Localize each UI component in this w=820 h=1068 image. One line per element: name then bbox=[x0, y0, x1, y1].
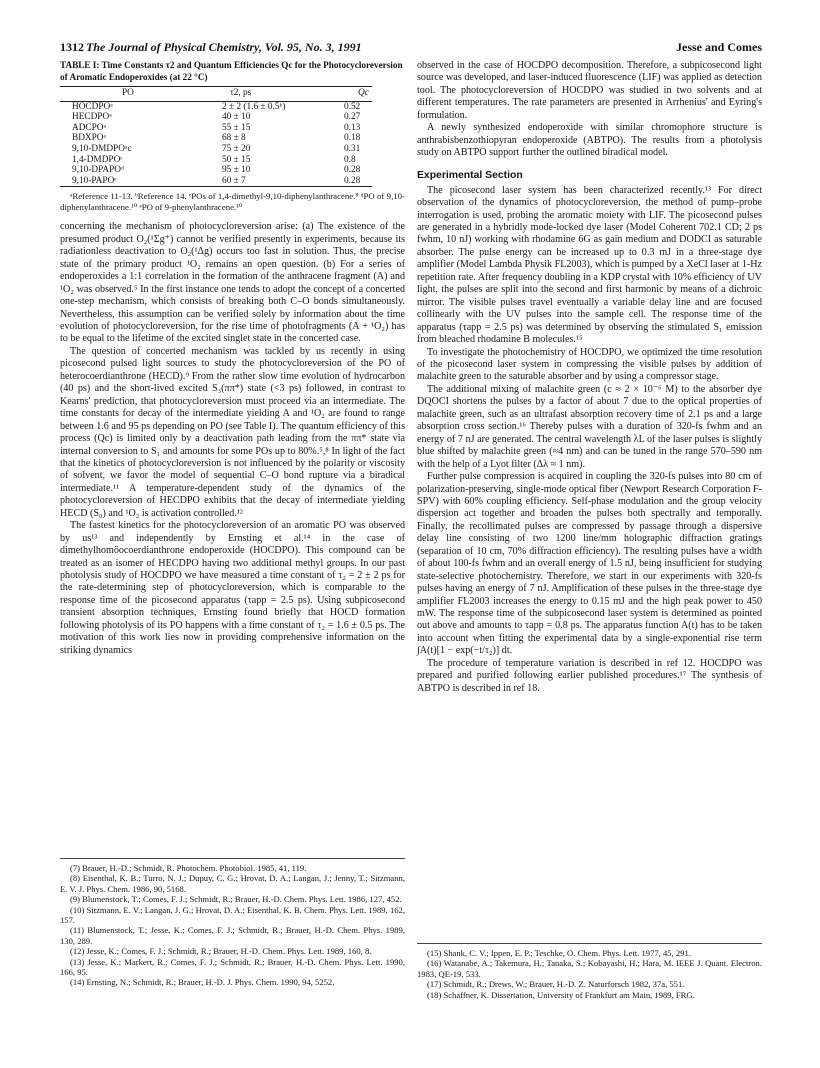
table-footnotes: ᵃReference 11-13. ᵇReference 14. ᶜPOs of 1,4-dimethyl-9,10-diphenylanthracene.⁸ ᵈPO of 9,10-diphenylanthracene.¹⁰ ᵉPO of 9-phenylanthracene.¹⁰ bbox=[60, 191, 405, 213]
table-cell: 50 ± 15 bbox=[222, 154, 251, 165]
table-cell: 1,4-DMDPOᶜ bbox=[72, 154, 123, 165]
body-paragraph: To investigate the photochemistry of HOCDPO, we optimized the time resolution of the picosecond laser system in compressing the visible pulses by addition of malachite green to the saturable absorber and by using a compressor stage. bbox=[417, 346, 762, 383]
section-heading: Experimental Section bbox=[417, 169, 523, 181]
reference-item: (15) Shank, C. V.; Ippen, E. P.; Teschke, O. Chem. Phys. Lett. 1977, 45, 291. bbox=[427, 948, 691, 958]
table-cell: 2 ± 2 (1.6 ± 0.5ᵇ) bbox=[222, 101, 286, 112]
table-cell: ADCPOᵃ bbox=[72, 122, 107, 133]
table-cell: 0.52 bbox=[344, 101, 361, 112]
table-row bbox=[60, 112, 372, 123]
right-column bbox=[417, 60, 762, 695]
table-cell: 0.8 bbox=[344, 154, 356, 165]
table-row bbox=[60, 101, 372, 112]
reference-item: (17) Schmidt, R.; Drews, W.; Brauer, H.-D. Z. Naturforsch 1982, 37a, 551. bbox=[427, 979, 685, 990]
table-header-row bbox=[60, 87, 372, 102]
table-row bbox=[60, 144, 372, 155]
table-cell: 0.28 bbox=[342, 176, 372, 187]
reference-item: (9) Blumenstock, T.; Comes, F. J.; Schmidt, R.; Brauer, H.-D. Chem. Phys. Lett. 1986, 127, 452. bbox=[70, 894, 402, 905]
table-header-cell: Qc bbox=[342, 87, 372, 102]
reference-item: (13) Jesse, K.; Markert, R.; Comes, F. J.; Schmidt, R.; Brauer, H.-D. Chem. Phys. Lett. 1990, 166, 95. bbox=[60, 956, 405, 978]
table-cell: 9,10-DMDPOᵃc bbox=[72, 143, 132, 154]
table-cell: 75 ± 20 bbox=[222, 143, 251, 154]
table-cell: 55 ± 15 bbox=[222, 122, 251, 133]
table-cell: HOCDPOᵃ bbox=[72, 101, 113, 112]
body-paragraph: A newly synthesized endoperoxide with similar chromophore structure is anthrabisbenzothiopyran endoperoxide (ABTPO). The results from a photolysis study on ABTPO support further the outlined biradical model. bbox=[417, 122, 762, 159]
body-paragraph: Further pulse compression is acquired in coupling the 320-fs pulses into 80 cm of polarization-preserving, single-mode optical fiber (Newport Research Corporation F-SPV) with 60% coupling efficiency. Self-phase modulation and the group velocity dispersion act together and broaden the pulses both spectrally and temporally. Finally, the recollimated pulses are compressed by passage through a dispersive delay line consisting of two 1200 line/mm holographic diffraction gratings (separation of 10 cm, 70% diffraction efficiency). The resulting pulses have a width of about 100-fs fwhm and an overall energy of 1.5 nJ, being insufficient for studying state-selective photochemistry. Therefore, we start in our experiments with 320-fs pulses having an energy of 7 nJ. Amplification of these pulses in the three-stage dye amplifier FL2003 increases the energy to 0.15 mJ and the high peak power to 450 mW. The response time of the subpicosecond laser system is determined as pointed out above and amounts to τapp = 0.8 ps. The apparatus function A(t) has to be taken into account when fitting the experimental data by a single-exponential rise term ∫A(t)[1 − exp(−t/τ₂)] dt. bbox=[417, 471, 762, 657]
table-cell: 0.13 bbox=[344, 122, 361, 133]
table-cell: 9,10-DPAPOᵈ bbox=[72, 165, 124, 176]
reference-item: (10) Sitzmann, E. V.; Langan, J. G.; Hrovat, D. A.; Eisenthal, K. B. Chem. Phys. Lett. 1989, 162, 157. bbox=[60, 904, 405, 926]
reference-item: (11) Blumenstock, T.; Jesse, K.; Comes, F. J.; Schmidt, R.; Brauer, H.-D. Chem. Phys. 1989, 130, 289. bbox=[60, 925, 405, 946]
left-references bbox=[60, 858, 405, 988]
table-cell: 0.18 bbox=[344, 133, 361, 144]
table-cell: 60 ± 7 bbox=[176, 176, 342, 187]
table-row bbox=[60, 123, 372, 134]
table-cell: HECDPOᵃ bbox=[72, 112, 112, 123]
table-cell: BDXPOᵃ bbox=[72, 133, 107, 144]
data-table bbox=[60, 86, 372, 187]
reference-item: (8) Eisenthal, K. B.; Turro, N. J.; Dupuy, C. G.; Hrovat, D. A.; Langan, J.; Jenny, T.; Sitzmann, E. V. J. Phys. Chem. 1986, 90, 5168. bbox=[60, 873, 405, 894]
reference-item: (14) Ernsting, N.; Schmidt, R.; Brauer, H.-D. J. Phys. Chem. 1990, 94, 5252. bbox=[70, 977, 335, 988]
body-paragraph: concerning the mechanism of photocycloreversion arise: (a) The existence of the presumed product O₂(¹Σg⁺) cannot be verified presently in experiments, because its radiationless deactivation to O₂(¹Δg) occurs too fast in solution. Thus, the precise state of the primary product ¹O₂ remains an open question. (b) For a series of endoperoxides a 1:1 correlation in the formation of the anthracene fragment (A) and ¹O₂ was observed.⁵ In the first instance one tends to adopt the concept of a concerted one-step mechanism, which consists of breaking both C–O bonds simultaneously. Nevertheless, this assumption can be verified solely by information about the time evolution of photocycloreversion, for the rise time of photofragments (A + ¹O₂) has to be equal to the lifetime of the excited singlet state in the concerted case. bbox=[60, 221, 405, 345]
body-paragraph: The procedure of temperature variation is described in ref 12. HOCDPO was prepared and purified following earlier published procedures.¹⁷ The synthesis of ABTPO is described in ref 18. bbox=[417, 657, 762, 694]
table-cell: 95 ± 10 bbox=[222, 165, 251, 176]
table-header-cell: PO bbox=[60, 87, 176, 102]
table-cell: 0.31 bbox=[344, 143, 361, 154]
body-paragraph: observed in the case of HOCDPO decomposition. Therefore, a subpicosecond light source was developed, and laser-induced fluorescence (LIF) was applied as detection tool. The photocycloreversion of HOCDPO was studied in two solvents and at different temperatures. The rate parameters are presented in Arrhenius' and Eyring's formulation. bbox=[417, 60, 762, 121]
body-paragraph: The fastest kinetics for the photocycloreversion of an aromatic PO was observed by us¹³ and independently by Ernsting et al.¹⁴ in the case of dimethylhomöocoerdianthrone endoperoxide (HOCDPO). This compound can be treated as an isomer of HECDPO having two additional methyl groups. In our past photolysis study of HOCDPO we have measured a time constant of τ₂ = 2 ± 2 ps for the rate-determining step of photocycloreversion, which is comparable to the response time of the picosecond apparatus (τapp = 2.5 ps). Using subpicosecond transient absorption techniques, Ernsting found briefly that HOCD formation following photolysis of its PO happens with a time constant of τ₂ = 1.6 ± 0.5 ps. The motivation of this work lies now in providing comprehensive information on the striking dynamics bbox=[60, 520, 405, 656]
table-cell: 68 ± 8 bbox=[222, 133, 246, 144]
journal-title: The Journal of Physical Chemistry, Vol. 95, No. 3, 1991 bbox=[86, 40, 362, 54]
table-title: TABLE I: Time Constants τ2 and Quantum Efficiencies Qc for the Photocycloreversion of Aromatic Endoperoxides (at 22 °C) bbox=[60, 60, 403, 82]
body-paragraph: The picosecond laser system has been characterized recently.¹³ For direct observation of the dynamics of photocycloreversion, the method of pump–probe interrogation is used, probing the aromatic moiety with LIF. The picosecond pulses are generated in a hybridly mode-locked dye laser (Model Coherent 702.1 CD; 2 ps fwhm, 10 nJ) working with rhodamine 6G as gain medium and DODCI as saturable absorber. The pulse energy can be increased up to 0.3 mJ in a three-stage dye amplifier (Model Lambda Physik FL2003), which is pumped by a XeCl laser at 1-Hz repetition rate. After frequency doubling in a KDP crystal with 10% efficiency of UV light, the pulses are split into the second and first harmonic by means of a dichroic mirror. The visible pulses travel eventually a variable delay line and are focused collinearly with the UV pulses into the sample cell. The response time of the apparatus (τapp = 2.5 ps) was determined by observing the stimulated S₁ emission from bleached rhodamine B molecules.¹⁵ bbox=[417, 184, 762, 346]
table-row bbox=[60, 176, 372, 187]
reference-item: (18) Schaffner, K. Dissertation, University of Frankfurt am Main, 1989, FRG. bbox=[427, 989, 695, 1000]
reference-item: (7) Brauer, H.-D.; Schmidt, R. Photochem. Photobiol. 1985, 41, 119. bbox=[70, 863, 307, 873]
table-row bbox=[60, 155, 372, 166]
table-row bbox=[60, 133, 372, 144]
table-cell: 40 ± 10 bbox=[222, 112, 251, 123]
table-header-cell: τ2, ps bbox=[176, 87, 342, 102]
running-authors: Jesse and Comes bbox=[676, 40, 762, 54]
right-references bbox=[417, 943, 762, 1000]
left-column bbox=[60, 60, 405, 657]
body-paragraph: The question of concerted mechanism was tackled by us recently in using picosecond pulsed light sources to study the photocycloreversion of the PO of heterocoerdianthrone (HECD).⁹ From the rather slow time evolution of hydrocarbon (40 ps) and the short-lived excited S₃(ππ*) state (<3 ps) followed, in contrast to Kearns' prediction, that photocycloreversion must proceed via an intermediate. The time constants for decay of the intermediate yielding A and ¹O₂ are found to range between 1.6 and 95 ps depending on PO (see Table I). The quantum efficiency of this process (Qc) is limited only by a deactivation path leading from the ππ* state via internal conversion to S₁ and amounts for some POs up to 80%.⁵,⁸ In light of the fact that the kinetics of photocycloreversion is not influenced by the polarity or viscosity of solvent, we favor the model of sequential C–O bond rupture via a biradical intermediate.¹¹ A temperature-dependent study of the dynamics of the photocycloreversion of HECDPO exhibits that the decay of intermediate yielding HECD (S₀) and ¹O₂ is activation controlled.¹² bbox=[60, 345, 405, 519]
body-paragraph: The additional mixing of malachite green (c ≈ 2 × 10⁻⁶ M) to the absorber dye DQOCI shortens the pulses by a factor of about 7 due to the optical properties of malachite green, such as an ultrafast absorption recovery time of 2.1 ps and a large absorption cross section.¹⁶ Thereby pulses with a duration of 320-fs fwhm and an energy of 7 nJ are generated. The central wavelength λL of the laser pulses is slightly blue shifted by malachite green (≈4 nm) and can be tuned in the range 570–590 nm with the help of a Lyot filter (Δλ ≈ 1 nm). bbox=[417, 383, 762, 470]
reference-item: (16) Watanabe, A.; Takemura, H.; Tanaka, S.; Kobayashi, H.; Hara, M. IEEE J. Quant. Electron. 1983, QE-19, 533. bbox=[417, 958, 762, 979]
table-row bbox=[60, 165, 372, 176]
page-number: 1312 bbox=[60, 40, 84, 54]
table-cell: 0.28 bbox=[344, 165, 361, 176]
table-cell: 0.27 bbox=[344, 112, 361, 123]
reference-item: (12) Jesse, K.; Comes, F. J.; Schmidt, R.; Brauer, H.-D. Chem. Phys. Lett. 1989, 160, 8. bbox=[70, 946, 372, 957]
table-cell: 9,10-PAPOᵉ bbox=[60, 176, 176, 187]
